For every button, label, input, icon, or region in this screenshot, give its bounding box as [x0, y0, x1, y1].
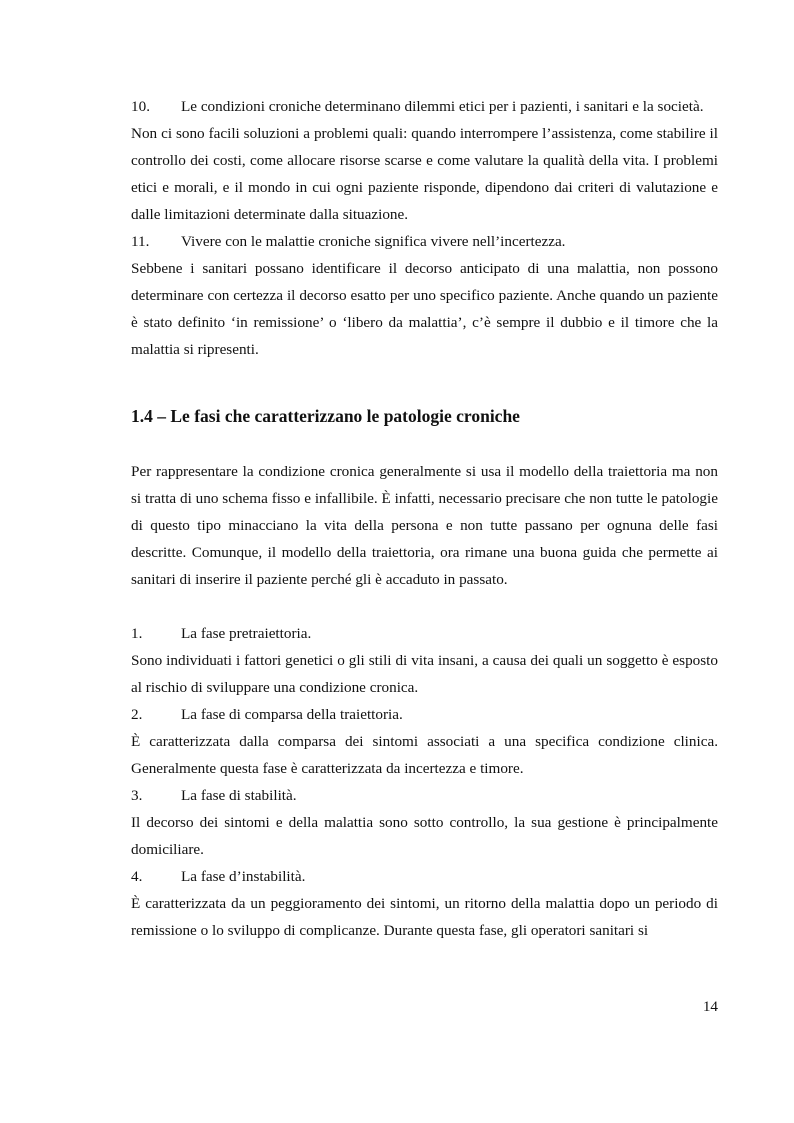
page-number: 14 [702, 998, 718, 1015]
phase-title: La fase di stabilità. [181, 787, 297, 804]
phase-2-title [131, 701, 718, 728]
paragraph: Sebbene i sanitari possano identificare il decorso anticipato di una malattia, non possono determinare con certezza il decorso esatto per uno specifico paziente. Anche quando un paziente è stato definito ‘in remissione’ o ‘libero da malattia’, c’è sempre il dubbio e il timore che la malattia si ripresenti. [131, 260, 718, 358]
paragraph: Non ci sono facili soluzioni a problemi quali: quando interrompere l’assistenza, come stabilire il controllo dei costi, come allocare risorse scarse e come valutare la qualità della vita. I problemi etici e morali, e il mondo in cui ogni paziente risponde, dipendono dai criteri di valutazione e dalle limitazioni determinate dalla situazione. [131, 125, 718, 223]
phase-number: 4. [131, 868, 143, 885]
intro-paragraph: Per rappresentare la condizione cronica generalmente si usa il modello della traiettoria ma non si tratta di uno schema fisso e infallibile. È infatti, necessario precisare che non tutte le patologie di questo tipo minacciano la vita della persona e non tutte passano per ognuna delle fasi descritte. Comunque, il modello della traiettoria, ora rimane una buona guida che permette ai sanitari di inserire il paziente perché gli è accaduto in passato. [131, 463, 718, 588]
section-title: 1.4 – Le fasi che caratterizzano le patologie croniche [131, 406, 520, 426]
phase-title: La fase d’instabilità. [181, 868, 306, 885]
document-content [131, 93, 718, 944]
phase-2-text: È caratterizzata dalla comparsa dei sintomi associati a una specifica condizione clinica. Generalmente questa fase è caratterizzata da incertezza e timore. [131, 733, 718, 777]
item-number: 10. [131, 98, 150, 115]
phase-title: La fase pretraiettoria. [181, 625, 312, 642]
phase-1-text: Sono individuati i fattori genetici o gli stili di vita insani, a causa dei quali un soggetto è esposto al rischio di sviluppare una condizione cronica. [131, 652, 718, 696]
item-number: 11. [131, 233, 150, 250]
phase-3-title [131, 782, 718, 809]
phase-4-text: È caratterizzata da un peggioramento dei sintomi, un ritorno della malattia dopo un periodo di remissione o lo sviluppo di complicanze. Durante questa fase, gli operatori sanitari si [131, 895, 718, 939]
phase-number: 2. [131, 706, 143, 723]
phase-4-title [131, 863, 718, 890]
phase-3-text: Il decorso dei sintomi e della malattia sono sotto controllo, la sua gestione è principalmente domiciliare. [131, 814, 718, 858]
phase-1-title [131, 620, 718, 647]
item-text: Vivere con le malattie croniche significa vivere nell’incertezza. [181, 233, 566, 250]
item-11-text [131, 228, 718, 255]
phase-number: 3. [131, 787, 143, 804]
item-10-text [131, 93, 718, 120]
phase-number: 1. [131, 625, 143, 642]
phase-title: La fase di comparsa della traiettoria. [181, 706, 403, 723]
item-text: Le condizioni croniche determinano dilemmi etici per i pazienti, i sanitari e la società. [181, 98, 704, 115]
